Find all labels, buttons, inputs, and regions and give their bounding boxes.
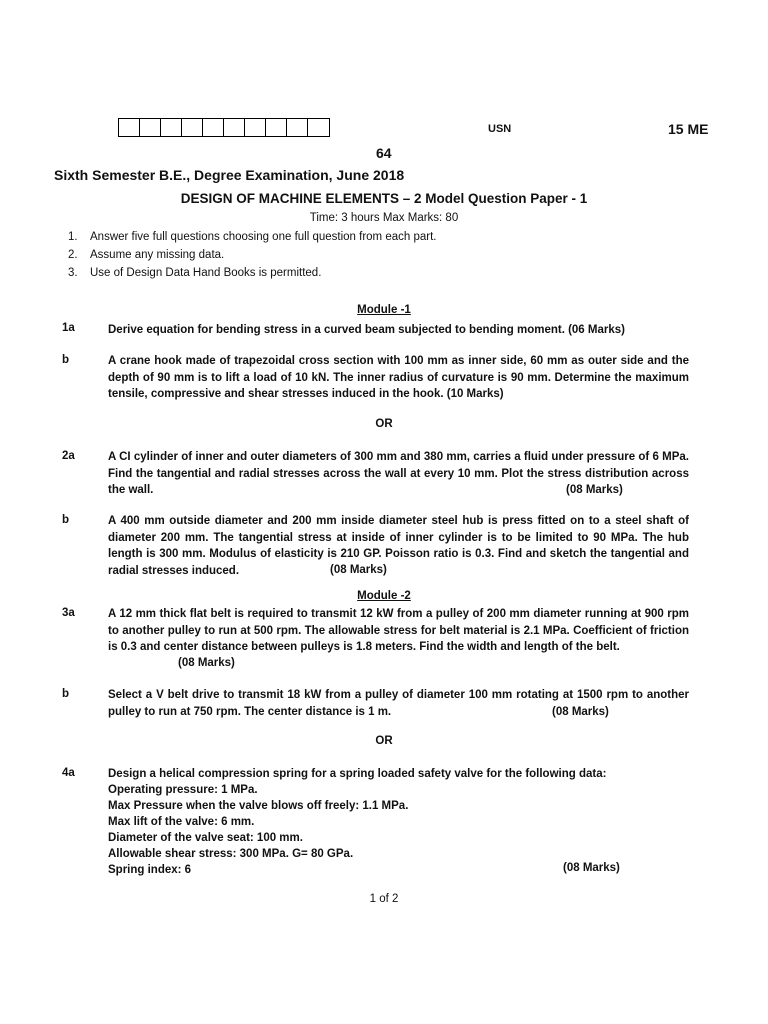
instruction-text: Answer five full questions choosing one full question from each part. [90,231,437,243]
question-body: A 400 mm outside diameter and 200 mm inside diameter steel hub is press fitted on to a steel shaft of diameter 200 mm. The tangential stress at inside of inner cylinder is to be limited to 90 MPa. The hub length is 300 mm. Modulus of elasticity is 210 GP. Poisson ratio is 0.3. Find and sketch the tangential and radial stresses induced. [108,515,689,577]
or-separator: OR [375,735,393,747]
marks: (08 Marks) [178,657,235,669]
question-number: 2a [62,450,75,462]
marks: (08 Marks) [330,564,387,576]
instruction-item [68,231,436,243]
question-line: Spring index: 6 [108,864,192,876]
usn-box [266,119,287,136]
question-text: Derive equation for bending stress in a curved beam subjected to bending moment. (06 Marks) [108,324,625,336]
question-line: Max Pressure when the valve blows off freely: 1.1 MPa. [108,800,409,812]
question-number: b [62,514,70,526]
usn-box [119,119,140,136]
usn-box [287,119,308,136]
question-number: 4a [62,767,75,779]
usn-box [245,119,266,136]
usn-entry-boxes [118,118,330,137]
question-line: Diameter of the valve seat: 100 mm. [108,832,303,844]
question-line: Allowable shear stress: 300 MPa. G= 80 GPa. [108,848,354,860]
question-line: Max lift of the valve: 6 mm. [108,816,255,828]
question-body: A 12 mm thick flat belt is required to transmit 12 kW from a pulley of 200 mm diameter running at 900 rpm to another pulley to run at 500 rpm. The allowable stress for belt material is 2.1 MPa. Coefficient of friction is 0.3 and center distance between pulleys is 1.8 meters. Find the width and length of the belt. [108,608,689,653]
course-code-line1: 15 ME [668,121,709,137]
instruction-number: 1. [68,231,78,243]
usn-box [182,119,203,136]
course-code-line2: 64 [376,145,392,161]
instruction-text: Assume any missing data. [90,249,225,261]
time-marks: Time: 3 hours Max Marks: 80 [309,212,459,224]
question-body: A CI cylinder of inner and outer diameters of 300 mm and 380 mm, carries a fluid under pressure of 6 MPa. Find the tangential and radial stresses across the wall at every 10 mm. Plot the stress distribution across the wall. [108,451,689,496]
module-1-heading: Module -1 [357,304,411,316]
instruction-text: Use of Design Data Hand Books is permitted. [90,267,322,279]
question-line: Design a helical compression spring for a spring loaded safety valve for the following data: [108,768,607,780]
question-text [108,606,689,669]
module-2-heading: Module -2 [357,590,411,602]
usn-box [140,119,161,136]
question-number: 1a [62,322,75,334]
question-line: Operating pressure: 1 MPa. [108,784,258,796]
page-number: 1 of 2 [369,893,399,905]
question-number: b [62,688,70,700]
question-text: A crane hook made of trapezoidal cross section with 100 mm as inner side, 60 mm as outer side and the depth of 90 mm is to lift a load of 10 kN. The inner radius of curvature is 90 mm. Determine the maximum tensile, compressive and shear stresses induced in the hook. (10 Marks) [108,355,689,400]
exam-title: Sixth Semester B.E., Degree Examination, June 2018 [54,167,405,183]
question-body: Select a V belt drive to transmit 18 kW from a pulley of diameter 100 mm rotating at 1500 rpm to another pulley to run at 750 rpm. The center distance is 1 m. [108,689,689,718]
instruction-number: 3. [68,267,78,279]
instruction-item [68,249,224,261]
instruction-number: 2. [68,249,78,261]
question-text [108,449,689,499]
usn-label: USN [488,123,512,135]
question-number: b [62,354,70,366]
marks: (08 Marks) [566,484,623,496]
usn-box [161,119,182,136]
question-number: 3a [62,607,75,619]
marks: (08 Marks) [552,706,609,718]
usn-box [308,119,329,136]
instruction-item [68,267,321,279]
marks: (08 Marks) [563,862,620,874]
question-text [108,687,689,720]
or-separator: OR [375,418,393,430]
subject-title-text: DESIGN OF MACHINE ELEMENTS – 2 Model Question Paper - 1 [180,191,588,206]
subject-title [0,191,768,206]
usn-box [224,119,245,136]
question-text [108,513,689,579]
usn-box [203,119,224,136]
